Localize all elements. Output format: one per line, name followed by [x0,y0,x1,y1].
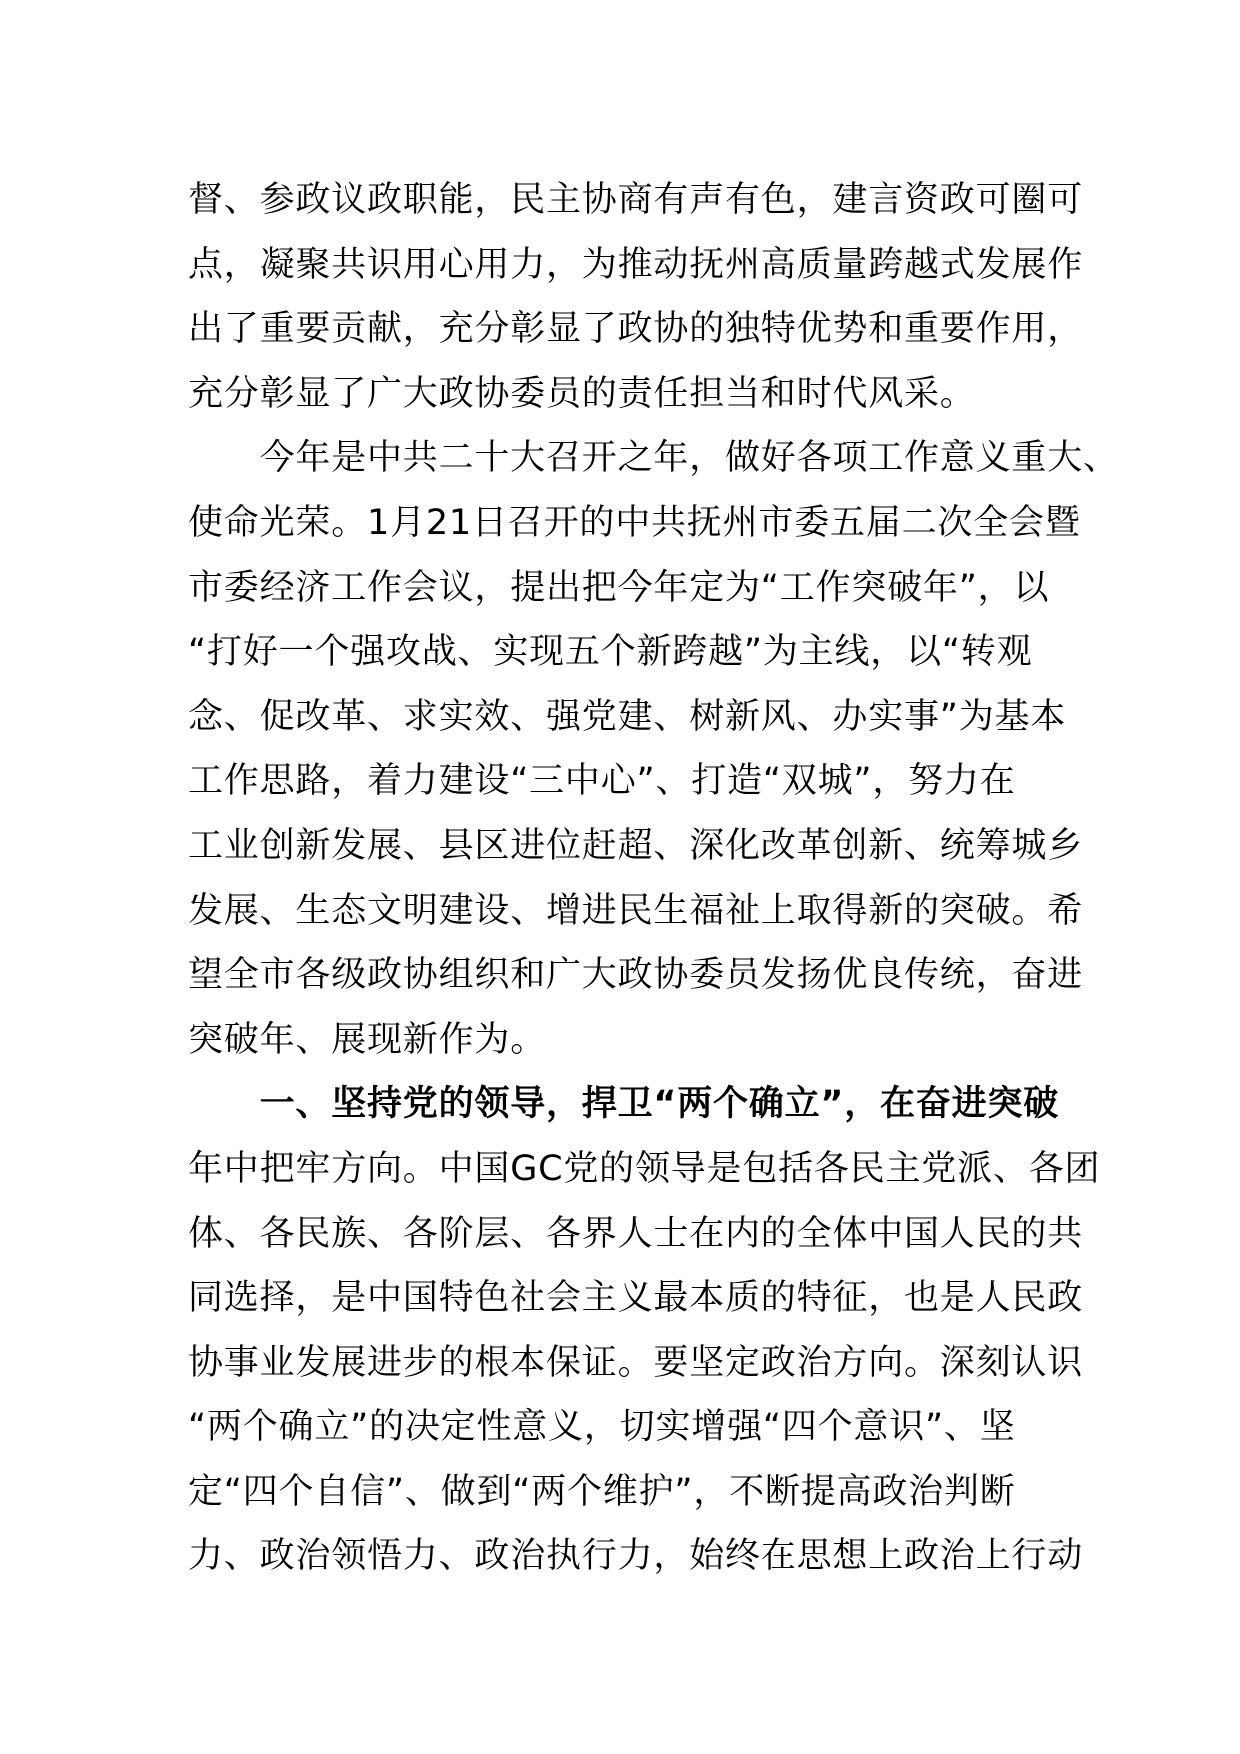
text-line: 使命光荣。1月21日召开的中共抚州市委五届二次全会暨 [188,502,1081,543]
text-line: 充分彰显了广大政协委员的责任担当和时代风采。 [188,373,976,414]
text-line: 同选择，是中国特色社会主义最本质的特征，也是人民政 [188,1278,1084,1319]
text-line: 望全市各级政协组织和广大政协委员发扬优良传统，奋进 [188,955,1084,996]
text-line: 体、各民族、各阶层、各界人士在内的全体中国人民的共 [188,1213,1084,1254]
body-text [188,168,1119,1589]
text-line: “打好一个强攻战、实现五个新跨越”为主线，以“转观 [188,632,1033,673]
section-heading-line: 一、坚持党的领导，捍卫“两个确立”，在奋进突破 [188,1084,1060,1125]
paragraph-start-line: 今年是中共二十大召开之年，做好各项工作意义重大、 [188,438,1119,479]
text-line: 念、促改革、求实效、强党建、树新风、办实事”为基本 [188,696,1067,737]
text-line: 督、参政议政职能，民主协商有声有色，建言资政可圈可 [188,180,1084,220]
text-line: 力、政治领悟力、政治执行力，始终在思想上政治上行动 [188,1536,1084,1577]
text-line: 点，凝聚共识用心用力，为推动抚州高质量跨越式发展作 [188,244,1084,285]
text-line: 市委经济工作会议，提出把今年定为“工作突破年”，以 [188,567,1050,608]
text-line: 出了重要贡献，充分彰显了政协的独特优势和重要作用， [188,309,1084,350]
text-line: 定“四个自信”、做到“两个维护”，不断提高政治判断 [188,1471,1016,1512]
text-line: 发展、生态文明建设、增进民生福祉上取得新的突破。希 [188,890,1084,931]
text-line: 年中把牢方向。中国GC党的领导是包括各民主党派、各团 [188,1148,1101,1189]
text-line: 突破年、展现新作为。 [188,1019,547,1060]
text-line: 工作思路，着力建设“三中心”、打造“双城”，努力在 [188,761,1016,802]
text-line: 协事业发展进步的根本保证。要坚定政治方向。深刻认识 [188,1342,1084,1383]
text-line: 工业创新发展、县区进位赶超、深化改革创新、统筹城乡 [188,825,1084,866]
text-line: “两个确立”的决定性意义，切实增强“四个意识”、坚 [188,1407,1016,1448]
